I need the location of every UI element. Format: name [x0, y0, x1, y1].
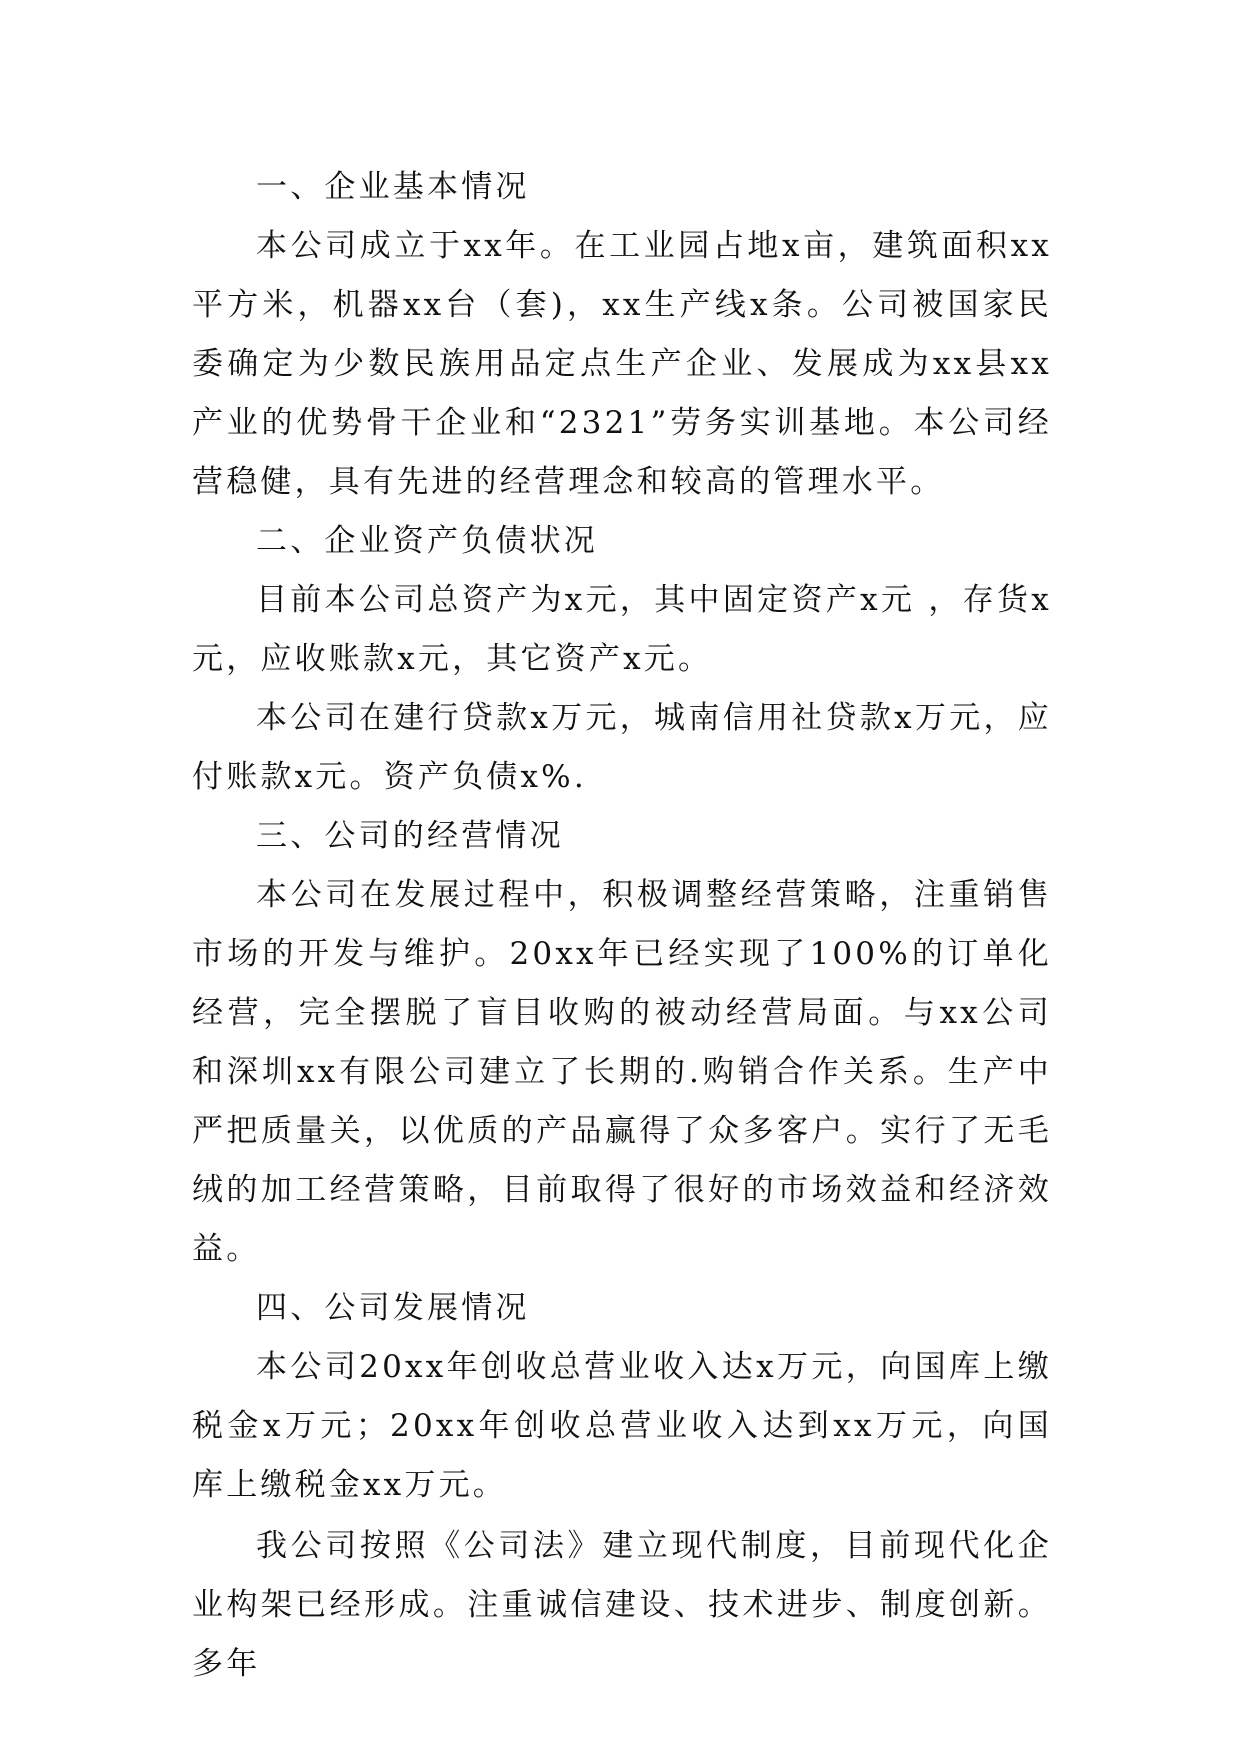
section-heading-1: 一、企业基本情况 [256, 169, 530, 205]
section-4-paragraph-1: 本公司20xx年创收总营业收入达x万元，向国库上缴税金x万元；20xx年创收总营业收入达到xx万元，向国库上缴税金xx万元。 [192, 1349, 1052, 1503]
section-2-paragraph-2: 本公司在建行贷款x万元，城南信用社贷款x万元，应付账款x元。资产负债x%. [192, 700, 1052, 795]
section-1-paragraph-1: 本公司成立于xx年。在工业园占地x亩，建筑面积xx平方米，机器xx台（套)，xx生产线x条。公司被国家民委确定为少数民族用品定点生产企业、发展成为xx县xx产业的优势骨干企业和“2321”劳务实训基地。本公司经营稳健，具有先进的经营理念和较高的管理水平。 [192, 228, 1052, 500]
section-4-paragraph-2: 我公司按照《公司法》建立现代制度，目前现代化企业构架已经形成。注重诚信建设、技术进步、制度创新。多年 [192, 1528, 1052, 1682]
section-2-paragraph-1: 目前本公司总资产为x元，其中固定资产x元 ，存货x元，应收账款x元，其它资产x元。 [192, 582, 1052, 677]
section-heading-4: 四、公司发展情况 [256, 1290, 530, 1326]
section-heading-3: 三、公司的经营情况 [256, 818, 564, 854]
document-body [192, 158, 1052, 1694]
section-heading-2: 二、企业资产负债状况 [256, 523, 598, 559]
section-3-paragraph-1: 本公司在发展过程中，积极调整经营策略，注重销售市场的开发与维护。20xx年已经实现了100%的订单化经营，完全摆脱了盲目收购的被动经营局面。与xx公司和深圳xx有限公司建立了长期的.购销合作关系。生产中严把质量关，以优质的产品赢得了众多客户。实行了无毛绒的加工经营策略，目前取得了很好的市场效益和经济效益。 [192, 877, 1052, 1267]
